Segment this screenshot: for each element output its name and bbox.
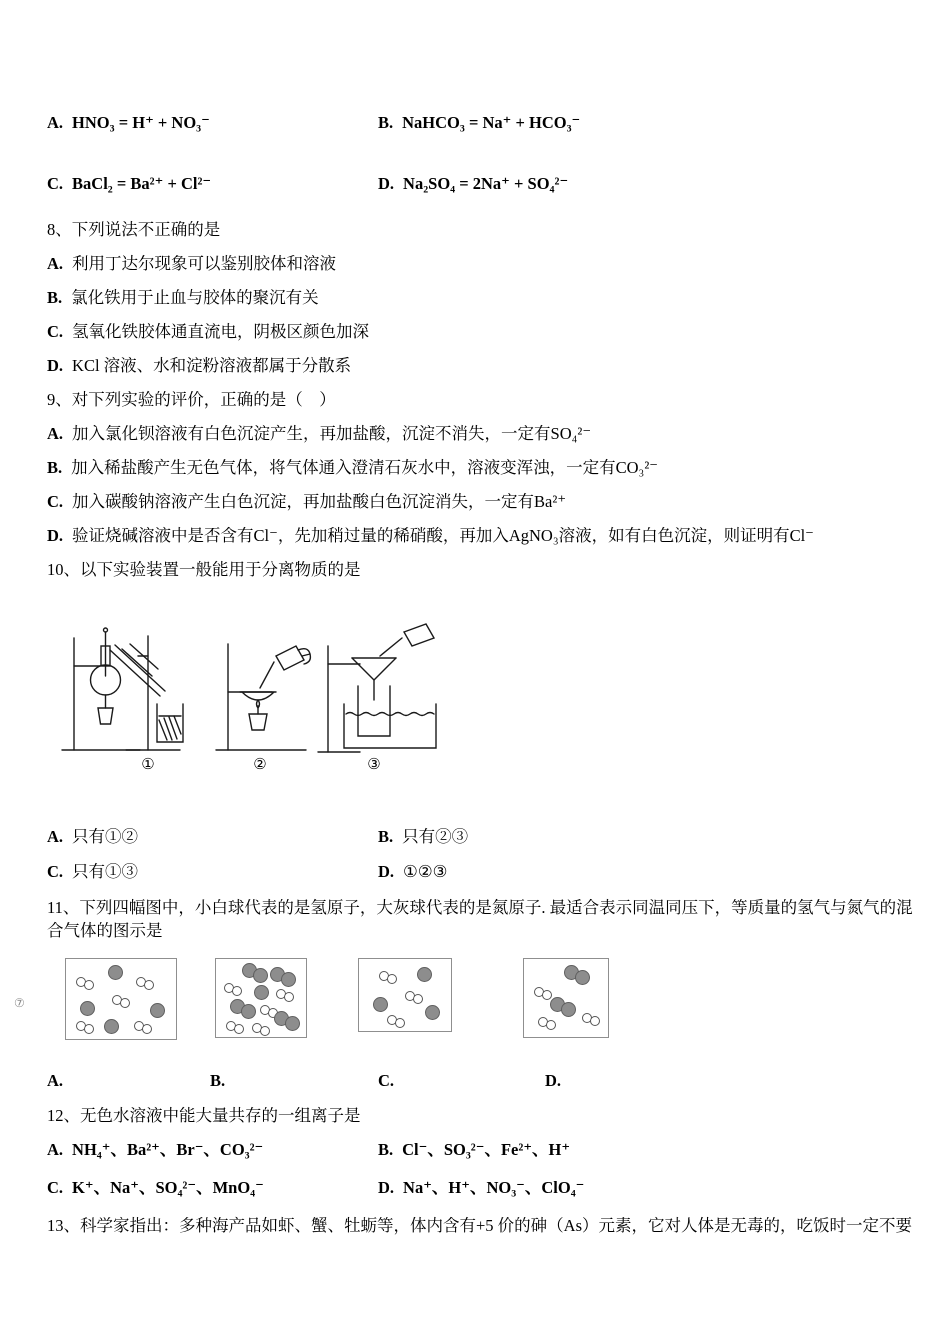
q10-apparatus-figure xyxy=(60,616,918,774)
option-label: D. xyxy=(378,862,395,881)
evaporation-setup xyxy=(216,644,310,750)
option-label: C. xyxy=(47,1178,64,1197)
q11-diagram-c xyxy=(358,958,452,1032)
q11-label-d: D. xyxy=(545,1071,562,1090)
option-formula: BaCl₂ = Ba²⁺ + Cl²⁻ xyxy=(72,174,212,193)
q9-option-b xyxy=(47,457,918,478)
option-label: C. xyxy=(47,174,64,193)
hydrogen-atom xyxy=(142,1024,152,1034)
question-13-stem: 13、科学家指出：多种海产品如虾、蟹、牡蛎等，体内含有+5 价的砷（As）元素，它对人体是无毒的，吃饭时一定不要 xyxy=(47,1216,913,1235)
q11-diagram-a xyxy=(65,958,177,1040)
option-label: A. xyxy=(47,424,64,443)
nitrogen-atom xyxy=(425,1005,440,1020)
hydrogen-atom xyxy=(234,1024,244,1034)
q10-option-a xyxy=(47,826,378,847)
q11-diagram-d xyxy=(523,958,609,1038)
hydrogen-atom xyxy=(395,1018,405,1028)
option-text: 氢氧化铁胶体通直流电，阴极区颜色加深 xyxy=(72,322,370,341)
apparatus-diagram xyxy=(60,616,440,774)
q10-option-d xyxy=(378,861,918,882)
q11-label-a: A. xyxy=(47,1071,64,1090)
option-label: B. xyxy=(378,827,394,846)
nitrogen-atom xyxy=(575,970,590,985)
nitrogen-atom xyxy=(150,1003,165,1018)
option-formula: Na⁺、H⁺、NO₃⁻、ClO₄⁻ xyxy=(403,1178,585,1197)
option-label: A. xyxy=(47,254,64,273)
option-label: C. xyxy=(47,322,64,341)
question-9 xyxy=(47,389,918,546)
question-11 xyxy=(14,896,918,1091)
hydrogen-atom xyxy=(387,974,397,984)
option-label: B. xyxy=(378,113,394,132)
q7-option-c xyxy=(47,173,378,194)
option-formula: K⁺、Na⁺、SO₄²⁻、MnO₄⁻ xyxy=(72,1178,264,1197)
nitrogen-atom xyxy=(80,1001,95,1016)
q11-diagram-labels xyxy=(47,1070,918,1091)
question-7-options-row-1 xyxy=(47,112,918,133)
question-12-stem: 12、无色水溶液中能大量共存的一组离子是 xyxy=(47,1106,361,1125)
hydrogen-atom xyxy=(260,1026,270,1036)
hydrogen-atom xyxy=(120,998,130,1008)
option-formula: Na₂SO₄ = 2Na⁺ + SO₄²⁻ xyxy=(403,174,569,193)
q11-label-b: B. xyxy=(210,1071,226,1090)
q12-option-c xyxy=(47,1177,378,1198)
q12-option-b xyxy=(378,1139,918,1160)
option-label: C. xyxy=(47,492,64,511)
nitrogen-atom xyxy=(104,1019,119,1034)
question-10 xyxy=(47,559,918,882)
hydrogen-atom xyxy=(590,1016,600,1026)
nitrogen-atom xyxy=(561,1002,576,1017)
hydrogen-atom xyxy=(232,986,242,996)
nitrogen-atom xyxy=(373,997,388,1012)
option-text: 利用丁达尔现象可以鉴别胶体和溶液 xyxy=(72,254,337,273)
q9-option-c xyxy=(47,491,918,512)
hydrogen-atom xyxy=(84,1024,94,1034)
hydrogen-atom xyxy=(542,990,552,1000)
nitrogen-atom xyxy=(285,1016,300,1031)
option-label: B. xyxy=(47,288,63,307)
q11-label-c: C. xyxy=(378,1071,395,1090)
option-label: A. xyxy=(47,113,64,132)
nitrogen-atom xyxy=(253,968,268,983)
hydrogen-atom xyxy=(144,980,154,990)
q10-options xyxy=(47,826,918,882)
q7-option-d xyxy=(378,173,918,194)
q11-diagrams xyxy=(14,958,918,1042)
question-11-stem: 11、下列四幅图中，小白球代表的是氢原子，大灰球代表的是氮原子. 最适合表示同温同压下，等质量的氢气与氮气的混合气体的图示是 xyxy=(47,898,913,940)
option-formula: HNO₃ = H⁺ + NO₃⁻ xyxy=(72,113,210,132)
option-formula: NaHCO₃ = Na⁺ + HCO₃⁻ xyxy=(402,113,581,132)
nitrogen-atom xyxy=(254,985,269,1000)
q10-option-c xyxy=(47,861,378,882)
question-10-stem: 10、以下实验装置一般能用于分离物质的是 xyxy=(47,560,361,579)
option-text: KCl 溶液、水和淀粉溶液都属于分散系 xyxy=(72,356,352,375)
option-text: 加入碳酸钠溶液产生白色沉淀，再加盐酸白色沉淀消失，一定有Ba²⁺ xyxy=(72,492,567,511)
option-text: 加入稀盐酸产生无色气体，将气体通入澄清石灰水中，溶液变浑浊，一定有CO₃²⁻ xyxy=(71,458,658,477)
option-text: 加入氯化钡溶液有白色沉淀产生，再加盐酸，沉淀不消失，一定有SO₄²⁻ xyxy=(72,424,592,443)
q9-option-d xyxy=(47,525,918,546)
diagram-label-1: ① xyxy=(141,757,155,773)
option-text: 验证烧碱溶液中是否含有Cl⁻，先加稍过量的稀硝酸，再加入AgNO₃溶液，如有白色沉淀，则证明有Cl⁻ xyxy=(72,526,814,545)
option-formula: Cl⁻、SO₃²⁻、Fe²⁺、H⁺ xyxy=(402,1140,571,1159)
option-label: D. xyxy=(47,356,64,375)
option-label: D. xyxy=(378,174,395,193)
question-8 xyxy=(47,219,918,376)
diagram-label-2: ② xyxy=(253,757,267,773)
q10-options-row-1 xyxy=(47,826,918,847)
option-text: 氯化铁用于止血与胶体的聚沉有关 xyxy=(71,288,319,307)
option-label: A. xyxy=(47,827,64,846)
question-12 xyxy=(47,1105,918,1198)
option-label: D. xyxy=(47,526,64,545)
q12-option-a xyxy=(47,1139,378,1160)
nitrogen-atom xyxy=(417,967,432,982)
question-7-options-row-2 xyxy=(47,173,918,194)
hydrogen-atom xyxy=(413,994,423,1004)
option-text: ①②③ xyxy=(403,862,448,881)
margin-mark: ⑦ xyxy=(14,996,25,1010)
diagram-label-3: ③ xyxy=(367,757,381,773)
nitrogen-atom xyxy=(281,972,296,987)
option-formula: NH₄⁺、Ba²⁺、Br⁻、CO₃²⁻ xyxy=(72,1140,264,1159)
question-9-stem: 9、对下列实验的评价，正确的是（ ） xyxy=(47,390,336,409)
q8-option-d xyxy=(47,355,918,376)
q7-option-a xyxy=(47,112,378,133)
option-label: B. xyxy=(47,458,63,477)
nitrogen-atom xyxy=(241,1004,256,1019)
option-text: 只有②③ xyxy=(402,827,469,846)
q12-options-row-2 xyxy=(47,1177,918,1198)
option-label: A. xyxy=(47,1140,64,1159)
filtration-setup xyxy=(318,624,436,752)
q10-option-b xyxy=(378,826,918,847)
q11-diagram-b xyxy=(215,958,307,1038)
distillation-setup xyxy=(62,628,183,750)
q12-option-d xyxy=(378,1177,918,1198)
q12-options-row-1 xyxy=(47,1139,918,1160)
hydrogen-atom xyxy=(84,980,94,990)
option-text: 只有①③ xyxy=(72,862,139,881)
q10-options-row-2 xyxy=(47,861,918,882)
q7-option-b xyxy=(378,112,918,133)
q8-option-b xyxy=(47,287,918,308)
option-text: 只有①② xyxy=(72,827,139,846)
question-8-stem: 8、下列说法不正确的是 xyxy=(47,220,221,239)
q9-option-a xyxy=(47,423,918,444)
q8-option-a xyxy=(47,253,918,274)
option-label: C. xyxy=(47,862,64,881)
q8-option-c xyxy=(47,321,918,342)
option-label: B. xyxy=(378,1140,394,1159)
nitrogen-atom xyxy=(108,965,123,980)
hydrogen-atom xyxy=(546,1020,556,1030)
hydrogen-atom xyxy=(284,992,294,1002)
option-label: D. xyxy=(378,1178,395,1197)
